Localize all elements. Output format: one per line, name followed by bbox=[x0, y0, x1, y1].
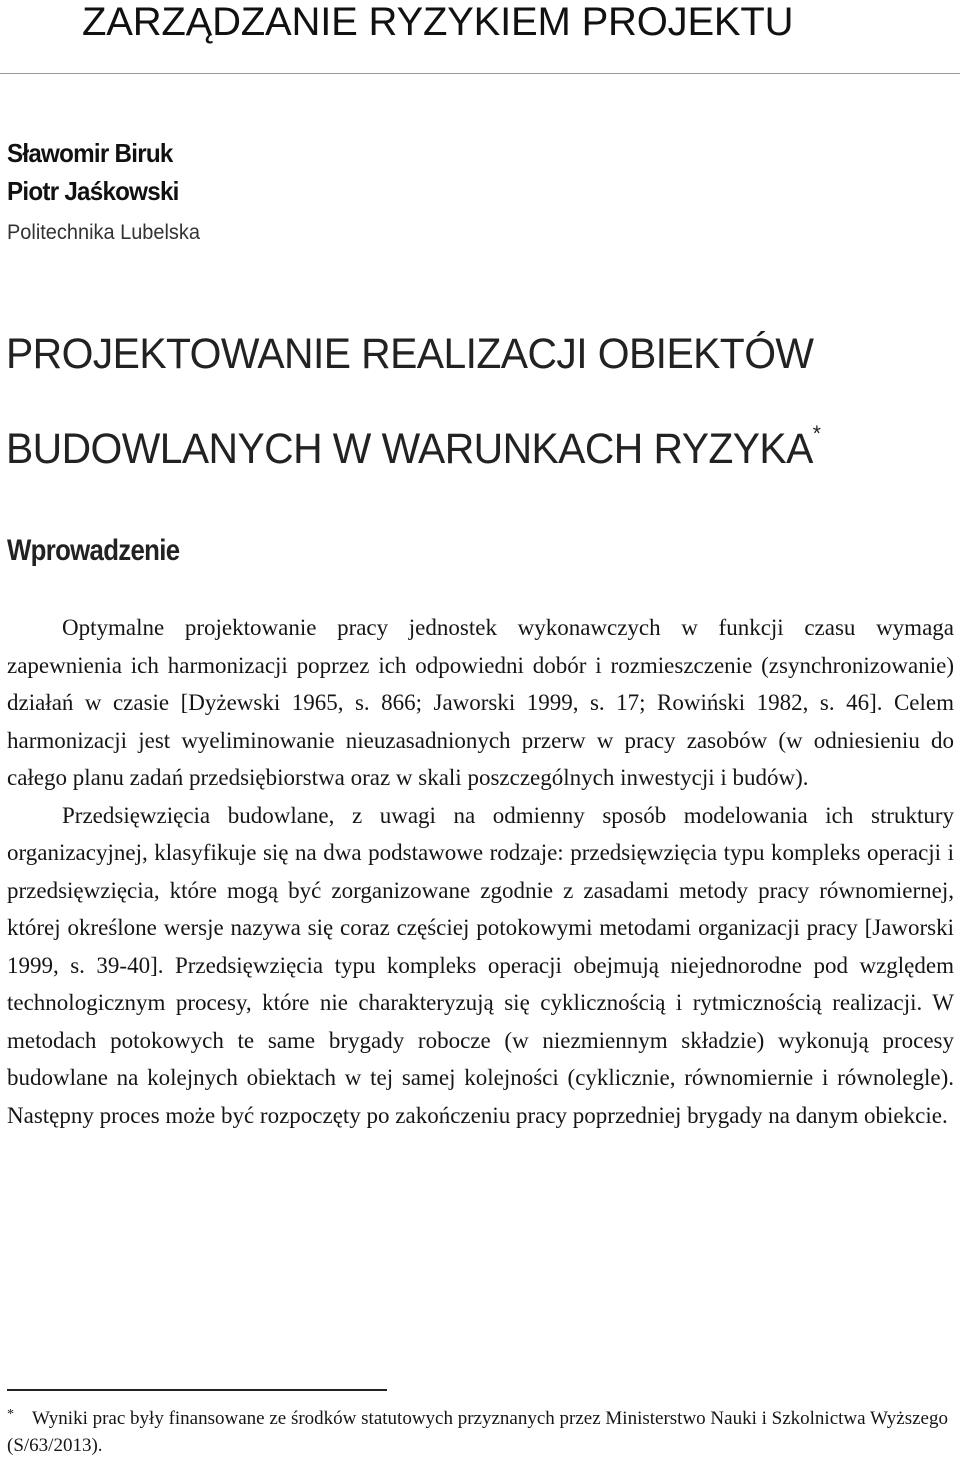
footnote: * Wyniki prac były finansowane ze środków statutowych przyznanych przez Ministerstwo Nauki i Szkolnictwa Wyższego (S/63/2013). bbox=[7, 1407, 948, 1456]
author-name: Piotr Jaśkowski bbox=[7, 176, 179, 206]
body-text bbox=[7, 609, 954, 1134]
author-block bbox=[7, 134, 210, 252]
header-divider bbox=[0, 73, 960, 74]
paper-title-line bbox=[6, 394, 820, 489]
body-paragraph: Optymalne projektowanie pracy jednostek wykonawczych w funkcji czasu wymaga zapewnienia ich harmonizacji poprzez ich odpowiedni dobór i rozmieszczenie (zsynchronizowanie) działań w czasie [Dyżewski 1965, s. 866; Jaworski 1999, s. 17; Rowiński 1982, s. 46]. Celem harmonizacji jest wyeliminowanie nieuzasadnionych przerw w pracy zasobów (w odniesieniu do całego planu zadań przedsiębiorstwa oraz w skali poszczególnych inwestycji i budów). bbox=[7, 615, 954, 790]
paper-title-line-text: BUDOWLANYCH W WARUNKACH RYZYKA bbox=[6, 425, 813, 473]
footnote-text: Wyniki prac były finansowane ze środków statutowych przyznanych przez Ministerstwo Nauki i Szkolnictwa Wyższego (S/63/2013). bbox=[7, 1408, 948, 1456]
running-header: ZARZĄDZANIE RYZYKIEM PROJEKTU bbox=[82, 0, 794, 44]
footnote-divider bbox=[7, 1389, 387, 1391]
paper-title-line: PROJEKTOWANIE REALIZACJI OBIEKTÓW bbox=[6, 330, 814, 378]
author-affiliation: Politechnika Lubelska bbox=[7, 221, 200, 244]
section-heading: Wprowadzenie bbox=[7, 534, 180, 567]
footnote-reference-mark: * bbox=[812, 421, 821, 446]
paper-title bbox=[6, 314, 820, 489]
author-name: Sławomir Biruk bbox=[7, 138, 173, 168]
body-paragraph: Przedsięwzięcia budowlane, z uwagi na odmienny sposób modelowania ich struktury organizacyjnej, klasyfikuje się na dwa podstawowe rodzaje: przedsięwzięcia typu kompleks operacji i przedsięwzięcia, które mogą być zorganizowane zgodnie z zasadami metody pracy równomiernej, której określone wersje nazywa się coraz częściej potokowymi metodami organizacji pracy [Jaworski 1999, s. 39-40]. Przedsięwzięcia typu kompleks operacji obejmują niejednorodne pod względem technologicznym procesy, które nie charakteryzują się cyklicznością i rytmicznością realizacji. W metodach potokowych te same brygady robocze (w niezmiennym składzie) wykonują procesy budowlane na kolejnych obiektach w tej samej kolejności (cyklicznie, równomiernie i równolegle). Następny proces może być rozpoczęty po zakończeniu pracy poprzedniej brygady na danym obiekcie. bbox=[7, 802, 954, 1128]
